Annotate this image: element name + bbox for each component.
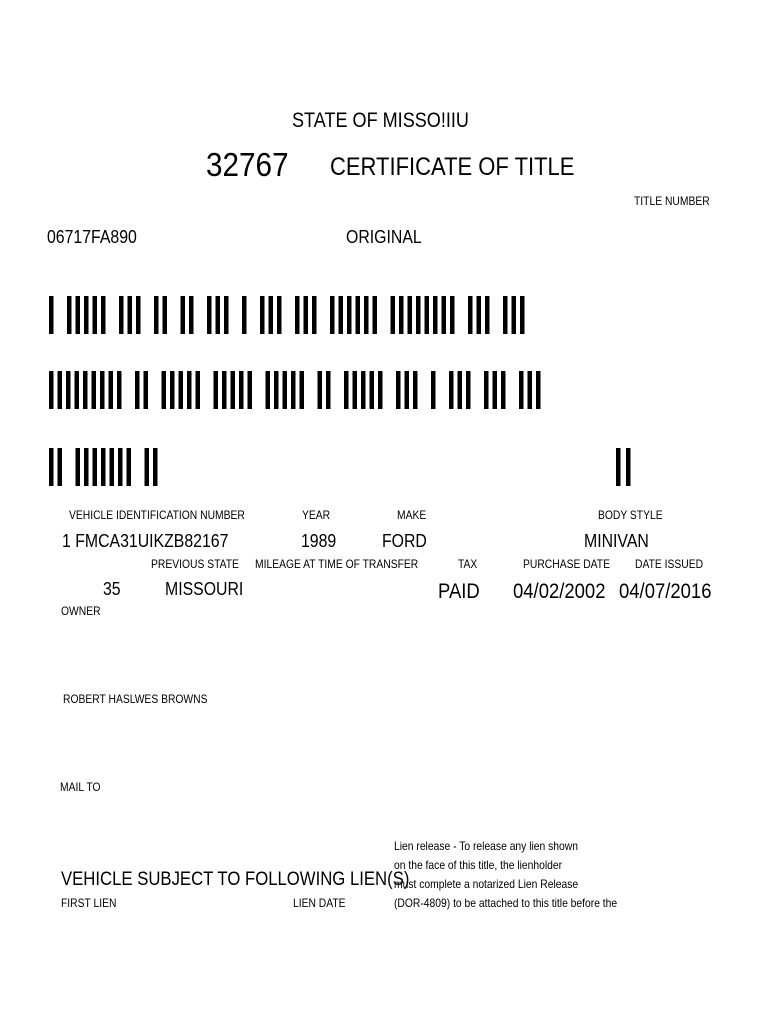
barcode-bar: [347, 296, 352, 334]
barcode-bar: [373, 296, 378, 334]
barcode-bar: [356, 296, 361, 334]
barcode-bar: [295, 296, 300, 334]
barcode-bar: [528, 371, 533, 409]
barcode-bar: [67, 296, 72, 334]
barcode-bar: [248, 371, 253, 409]
barcode-bar: [442, 296, 447, 334]
barcode-bar: [260, 296, 265, 334]
document-number: 32767: [206, 146, 289, 183]
barcode-bar: [58, 371, 63, 409]
date-issued-label: DATE ISSUED: [635, 557, 704, 571]
barcode-bar: [466, 371, 471, 409]
barcode-bar: [519, 371, 524, 409]
barcode-bar: [468, 296, 473, 334]
barcode-bar: [449, 371, 454, 409]
barcode-bar: [485, 296, 490, 334]
barcode-bar: [83, 371, 88, 409]
barcode-bar: [231, 371, 236, 409]
barcode-bar: [626, 448, 631, 486]
barcode-bar: [101, 296, 106, 334]
title-status: ORIGINAL: [346, 227, 422, 247]
barcode-bar: [196, 371, 201, 409]
barcode-bar: [433, 296, 438, 334]
barcode-bar: [616, 448, 621, 486]
barcode-bar: [75, 371, 80, 409]
date-issued-value: 04/07/2016: [619, 580, 712, 603]
barcode-bar: [214, 371, 219, 409]
barcode-bar: [135, 371, 140, 409]
barcode-bar: [216, 296, 221, 334]
barcode-bar: [300, 371, 305, 409]
barcode-bar: [378, 371, 383, 409]
vin-value: 1 FMCA31UIKZB82167: [62, 531, 229, 551]
barcode-bar: [413, 371, 418, 409]
first-lien-label: FIRST LIEN: [61, 896, 117, 910]
body-style-value: MINIVAN: [584, 531, 649, 551]
barcode-bar: [408, 296, 413, 334]
barcode-bar: [117, 371, 122, 409]
barcode-bar: [154, 296, 159, 334]
barcode-bar: [153, 448, 158, 486]
barcode-bar: [501, 371, 506, 409]
barcode-bar: [118, 448, 123, 486]
year-value: 1989: [301, 531, 337, 551]
barcode-bar: [163, 296, 168, 334]
barcode-bar: [330, 296, 335, 334]
barcode-bar: [344, 371, 349, 409]
barcode-bar: [49, 296, 54, 334]
barcode-bar: [109, 371, 114, 409]
purchase-date-value: 04/02/2002: [513, 580, 606, 603]
lien-release-line: Lien release - To release any lien shown: [394, 839, 578, 853]
barcode-bar: [477, 296, 482, 334]
barcode-bar: [361, 371, 366, 409]
lien-release-line: must complete a notarized Lien Release: [394, 877, 579, 891]
barcode-bar: [274, 371, 279, 409]
barcode-bar: [222, 371, 227, 409]
barcode-bar: [76, 296, 81, 334]
barcode-bar: [399, 296, 404, 334]
barcode-bar: [100, 371, 105, 409]
barcode-bar: [207, 296, 212, 334]
barcode-bar: [93, 296, 98, 334]
barcode-bar: [416, 296, 421, 334]
barcode-bar: [224, 296, 229, 334]
barcode-bar: [370, 371, 375, 409]
barcode-bar: [179, 371, 184, 409]
vin-label: VEHICLE IDENTIFICATION NUMBER: [69, 508, 245, 522]
barcode-bar: [353, 371, 358, 409]
lien-release-note: [394, 837, 617, 913]
barcode-bar: [269, 296, 274, 334]
barcode-bar: [119, 296, 124, 334]
barcode-bar: [520, 296, 525, 334]
tax-label: TAX: [458, 557, 478, 571]
barcode-bar: [181, 296, 186, 334]
barcode-bar: [145, 448, 150, 486]
barcode-bar: [127, 448, 132, 486]
barcode-bar: [266, 371, 271, 409]
barcode-bar: [405, 371, 410, 409]
body-style-label: BODY STYLE: [598, 508, 663, 522]
barcode-bar: [162, 371, 167, 409]
barcode-bar: [391, 296, 396, 334]
title-number-value: 06717FA890: [47, 227, 137, 247]
barcode-bar: [239, 371, 244, 409]
barcode-bar: [458, 371, 463, 409]
barcode-bar: [484, 371, 489, 409]
barcode-bar: [189, 296, 194, 334]
barcode-bar: [431, 371, 436, 409]
barcode-bar: [536, 371, 541, 409]
barcode-bar: [136, 296, 141, 334]
make-value: FORD: [382, 531, 427, 551]
barcode-bar: [277, 296, 282, 334]
barcode-bar: [66, 371, 71, 409]
barcode-bar: [364, 296, 369, 334]
lien-date-label: LIEN DATE: [293, 896, 346, 910]
barcode-bar: [49, 371, 54, 409]
barcode-bar: [339, 296, 344, 334]
mail-to-label: MAIL TO: [60, 780, 101, 794]
tax-value: PAID: [438, 580, 480, 603]
barcode-bar: [512, 296, 517, 334]
barcode-bar: [503, 296, 508, 334]
barcode-bar: [326, 371, 331, 409]
certificate-title: CERTIFICATE OF TITLE: [330, 153, 575, 181]
owner-name: ROBERT HASLWES BROWNS: [63, 692, 208, 706]
barcode-bar: [84, 448, 89, 486]
purchase-date-label: PURCHASE DATE: [523, 557, 610, 571]
owner-label: OWNER: [61, 604, 101, 618]
barcode-bar: [318, 371, 323, 409]
mileage-label: MILEAGE AT TIME OF TRANSFER: [255, 557, 419, 571]
barcode: [0, 0, 768, 500]
barcode-bar: [283, 371, 288, 409]
barcode-bar: [187, 371, 192, 409]
state-heading: STATE OF MISSO!IIU: [292, 109, 469, 132]
previous-state-value: MISSOURI: [165, 579, 244, 599]
make-label: MAKE: [397, 508, 427, 522]
barcode-bar: [493, 371, 498, 409]
barcode-bar: [49, 448, 54, 486]
barcode-bar: [242, 296, 247, 334]
barcode-bar: [101, 448, 106, 486]
barcode-bar: [312, 296, 317, 334]
previous-state-label: PREVIOUS STATE: [151, 557, 239, 571]
barcode-bar: [93, 448, 98, 486]
barcode-bar: [425, 296, 430, 334]
lien-release-line: on the face of this title, the lienholder: [394, 858, 563, 872]
barcode-bar: [144, 371, 149, 409]
barcode-bar: [128, 296, 133, 334]
barcode-bar: [76, 448, 81, 486]
lien-heading: VEHICLE SUBJECT TO FOLLOWING LIEN(S): [61, 869, 410, 890]
barcode-bar: [170, 371, 175, 409]
barcode-bar: [58, 448, 63, 486]
barcode-bar: [396, 371, 401, 409]
barcode-bar: [291, 371, 296, 409]
lien-release-line: (DOR-4809) to be attached to this title before the: [394, 896, 618, 910]
barcode-bar: [110, 448, 115, 486]
barcode-bar: [92, 371, 97, 409]
barcode-bar: [450, 296, 455, 334]
title-number-label: TITLE NUMBER: [634, 194, 710, 208]
previous-state-code: 35: [103, 579, 121, 599]
barcode-bar: [304, 296, 309, 334]
year-label: YEAR: [302, 508, 331, 522]
barcode-bar: [84, 296, 89, 334]
